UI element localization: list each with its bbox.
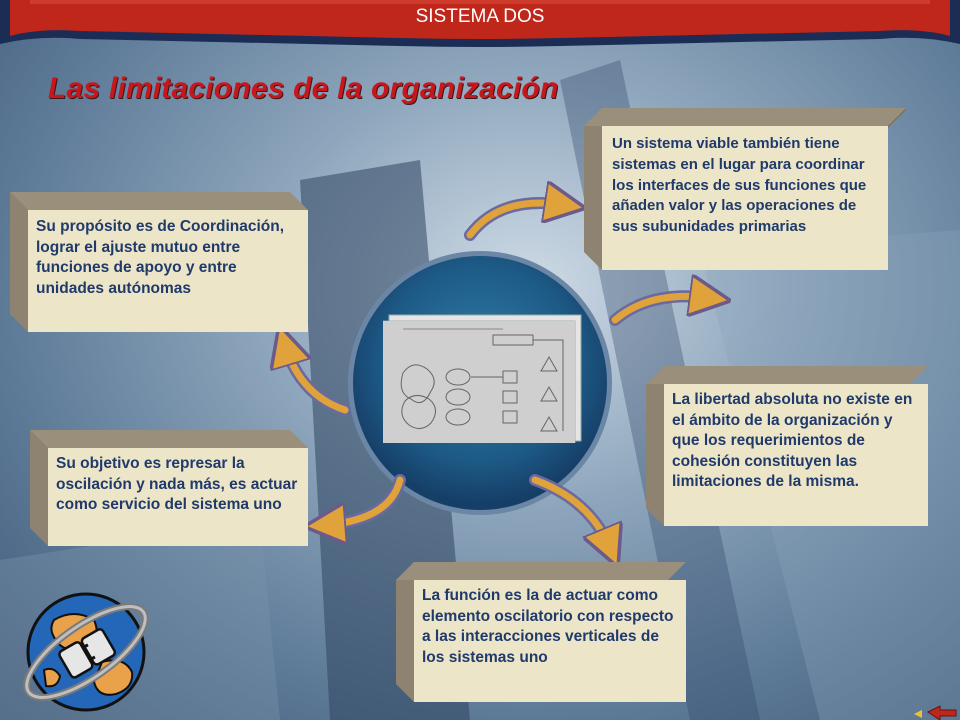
info-text: Un sistema viable también tiene sistemas en el lugar para coordinar los interfaces de sus funciones que añaden valor y las operaciones de sus subunidades primarias: [612, 135, 867, 236]
info-text: La función es la de actuar como elemento oscilatorio con respecto a las interacciones verticales de los sistemas uno: [422, 587, 674, 666]
info-text: Su objetivo es represar la oscilación y nada más, es actuar como servicio del sistema uno: [56, 455, 298, 513]
header-title: SISTEMA DOS: [415, 6, 545, 27]
arrow-icon: [285, 345, 345, 410]
back-arrow-icon[interactable]: [912, 704, 958, 720]
globe-plug-icon: [14, 570, 164, 720]
arrow-icon: [535, 480, 610, 548]
info-text: Su propósito es de Coordinación, lograr el ajuste mutuo entre funciones de apoyo y entre unidades autónomas: [36, 218, 285, 297]
info-box-top-right: [584, 108, 906, 270]
info-box-bottom-left: [30, 430, 308, 546]
info-box-top-left: [10, 192, 308, 332]
info-box-bottom-center: [396, 562, 686, 702]
info-box-middle-right: [646, 366, 928, 526]
page-title: Las limitaciones de la organización: [48, 72, 559, 105]
info-text: La libertad absoluta no existe en el ámbito de la organización y que los requerimientos de cohesión constituyen las limitaciones de la misma.: [672, 391, 913, 490]
